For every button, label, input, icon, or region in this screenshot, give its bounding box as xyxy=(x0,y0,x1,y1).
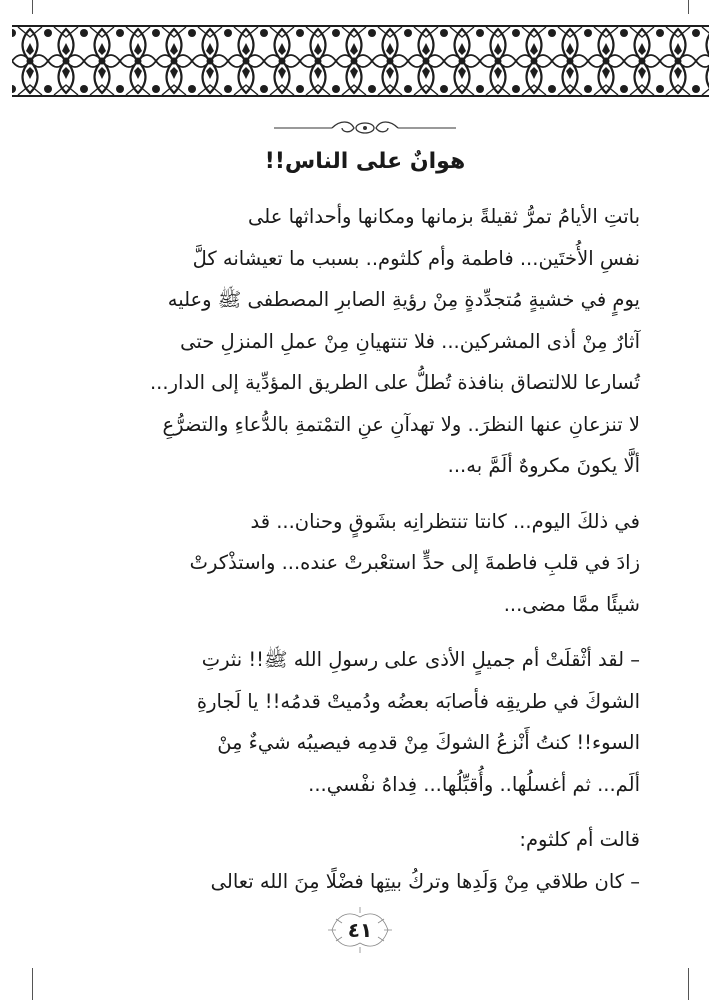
paragraph-quote-fatima xyxy=(100,639,640,805)
text-line: في ذلكَ اليوم... كانتا تنتظرانِه بشَوقٍ وحنان... قد xyxy=(250,509,640,533)
paragraph-umm-kulthum xyxy=(100,819,640,902)
page-title: هوانٌ على الناس!! xyxy=(264,149,466,174)
text-line: قالت أم كلثوم: xyxy=(519,828,640,851)
crop-mark-bottom-right xyxy=(688,968,689,1000)
crop-mark-top-left xyxy=(32,0,33,14)
text-line: السوء!! كنتُ أَنْزعُ الشوكَ مِنْ قدمِه فيصيبُه شيءٌ مِنْ xyxy=(217,731,640,754)
text-line: شيئًا ممَّا مضى... xyxy=(503,592,640,616)
text-body xyxy=(100,196,640,902)
text-line: زادَ في قلبِ فاطمةَ إلى حدٍّ استعْبرتْ عنده... واستذْكرتْ xyxy=(189,551,640,574)
text-line: ألَم... ثم أغسلُها.. وأُقبِّلُها... فِداهُ نفْسي... xyxy=(308,772,640,796)
title-ornament-divider xyxy=(270,118,460,138)
text-line: آثارٌ مِنْ أذى المشركين... فلا تنتهيانِ مِنْ عملِ المنزلِ حتى xyxy=(180,329,640,353)
text-line: ألَّا يكونَ مكروهٌ ألَمَّ به... xyxy=(447,454,640,477)
paragraph-that-day xyxy=(100,501,640,626)
text-line: الشوكَ في طريقِه فأصابَه بعضُه ودُميتْ قدمُه!! يا لَجارةِ xyxy=(196,689,640,713)
ornamental-header-band xyxy=(12,25,709,97)
paragraph-intro xyxy=(100,196,640,487)
page-number: ٤١ xyxy=(347,918,373,942)
text-line: باتتِ الأيامُ تمرُّ ثقيلةً بزمانها ومكانها وأحداثها على xyxy=(248,205,640,228)
text-line: لا تنزعانِ عنها النظرَ.. ولا تهدآنِ عنِ التمْتمةِ بالدُّعاءِ والتضرُّعِ xyxy=(162,412,640,436)
text-line: – لقد أثْقلَتْ أم جميلٍ الأذى على رسولِ الله ﷺ!! نثرتِ xyxy=(201,648,640,671)
crop-mark-bottom-left xyxy=(32,968,33,1000)
crop-mark-top-right xyxy=(688,0,689,14)
page-number-badge xyxy=(326,905,394,955)
text-line: يومٍ في خشيةٍ مُتجدِّدةٍ مِنْ رؤيةِ الصابرِ المصطفى ﷺ وعليه xyxy=(167,288,640,311)
text-line: – كان طلاقي مِنْ وَلَدِها وتركُ بيتِها فضْلًا مِنَ الله تعالى xyxy=(210,869,640,893)
text-line: تُسارعا للالتصاق بنافذة تُطلُّ على الطريق المؤدِّية إلى الدار... xyxy=(149,371,640,394)
text-line: نفسِ الأُختَين... فاطمة وأم كلثوم.. بسبب ما تعيشانه كلَّ xyxy=(192,246,640,270)
